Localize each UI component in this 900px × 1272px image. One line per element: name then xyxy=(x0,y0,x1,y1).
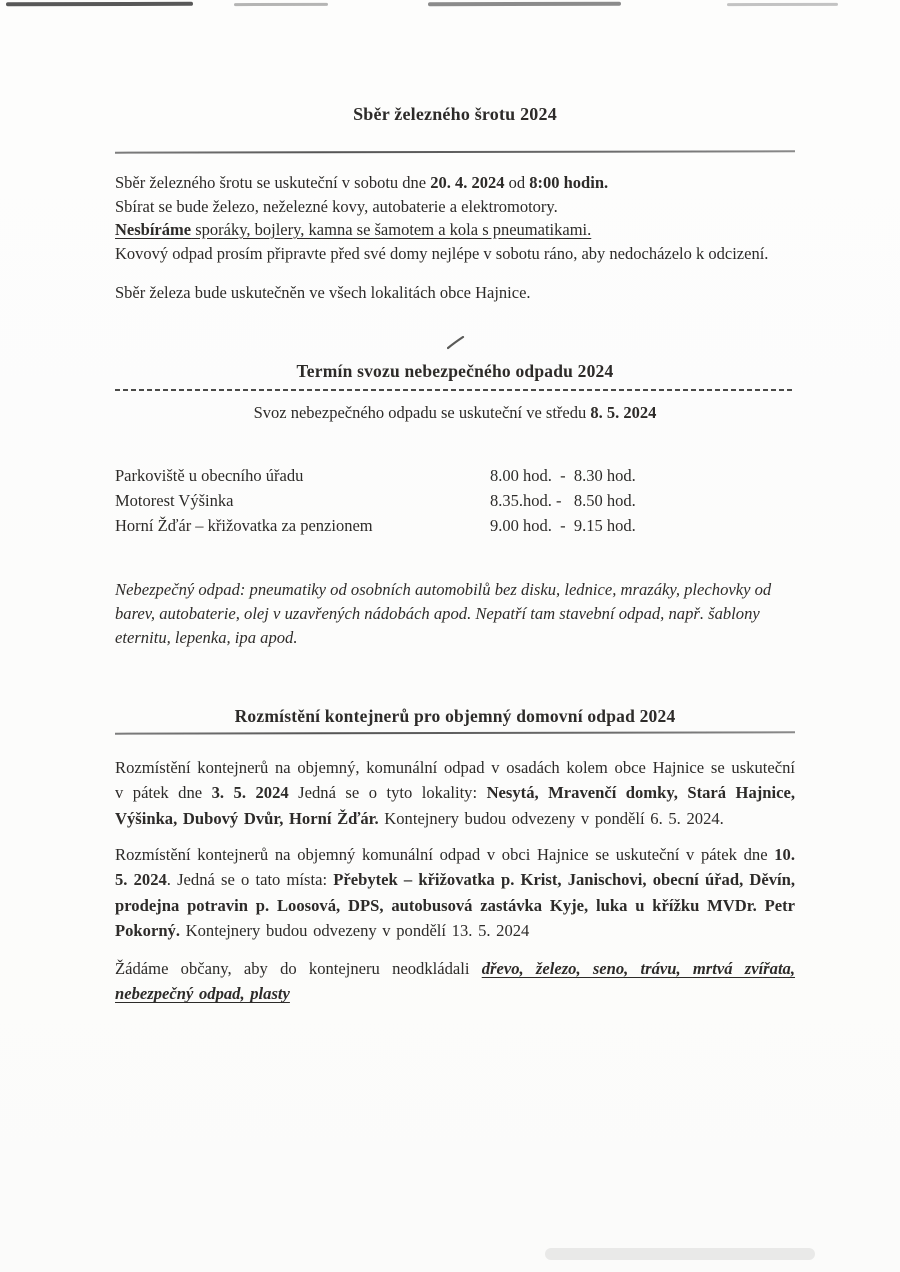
scan-artifact-strip xyxy=(234,3,328,6)
scrap-line4-text: Kovový odpad prosím připravte před své domy nejlépe v sobotu ráno, aby nedocházelo k odcizení. xyxy=(115,243,769,263)
hazard-definition-note: Nebezpečný odpad: pneumatiky od osobních automobilů bez disku, lednice, mrazáky, plechovky od barev, autobaterie, olej v uzavřených nádobách apod. Nepatří tam stavební odpad, např. šablony eternitu, lepenka, ipa apod. xyxy=(115,579,772,647)
containers-p1-date: 3. 5. 2024 xyxy=(211,783,289,803)
containers-p1-localities: Nesytá, Mravenčí domky, Stará Hajnice, Výšinka, Dubový Dvůr, Horní Žďár. xyxy=(115,783,796,828)
warning-text: Žádáme občany, aby do kontejneru neodkládali xyxy=(115,959,482,979)
schedule-time: 8.35.hod. - 8.50 hod. xyxy=(490,490,636,510)
scrap-localities-line: Sběr železa bude uskutečněn ve všech lokalitách obce Hajnice. xyxy=(115,283,531,302)
schedule-place: Motorest Výšinka xyxy=(115,490,234,510)
scrap-line3-rest: sporáky, bojlery, kamna se šamotem a kola s pneumatikami. xyxy=(191,220,592,239)
containers-p2-text: Rozmístění kontejnerů na objemný komunální odpad v obci Hajnice se uskuteční v pátek dne xyxy=(115,845,775,864)
containers-p1-mid: Jedná se o tyto lokality: xyxy=(288,783,487,803)
containers-warning-paragraph xyxy=(115,956,795,1007)
scan-artifact-strip xyxy=(428,2,621,6)
containers-p2-mid: . Jedná se o tato místa: xyxy=(166,870,334,890)
scrap-line3-underlined xyxy=(115,220,591,239)
containers-p1-end: Kontejnery budou odvezeny v pondělí 6. 5. 2024. xyxy=(378,808,724,828)
schedule-time: 8.00 hod. - 8.30 hod. xyxy=(490,465,636,485)
scrap-date: 20. 4. 2024 xyxy=(430,173,505,192)
scrap-line1-mid: od xyxy=(504,173,530,192)
containers-p2-places: Přebytek – křižovatka p. Krist, Janischovi, obecní úřad, Děvín, prodejna potravin p. Loosová, DPS, autobusová zastávka Kyje, luka u křížku MVDr. Petr Pokorný. xyxy=(115,870,795,940)
warning-forbidden-items: dřevo, železo, seno, trávu, mrtvá zvířata, nebezpečný odpad, plasty xyxy=(115,959,795,1004)
dashed-rule xyxy=(115,389,795,391)
containers-villages-paragraph xyxy=(115,755,795,831)
scrap-line1-text: Sběr železného šrotu se uskuteční v sobotu dne xyxy=(115,173,431,192)
hazard-intro-line xyxy=(115,403,795,423)
hazard-date: 8. 5. 2024 xyxy=(590,402,657,422)
scrap-not-collected-label: Nesbíráme xyxy=(115,220,192,239)
schedule-time: 9.00 hod. - 9.15 hod. xyxy=(490,515,636,535)
horizontal-rule xyxy=(115,731,795,734)
containers-p2-end: Kontejnery budou odvezeny v pondělí 13. 5. 2024 xyxy=(180,920,530,940)
scrap-collection-paragraph xyxy=(115,171,795,265)
schedule-place: Parkoviště u obecního úřadu xyxy=(115,465,304,485)
scan-artifact-strip xyxy=(6,2,193,6)
schedule-row xyxy=(115,488,795,513)
containers-p1-text: Rozmístění kontejnerů na objemný, komunální odpad v osadách kolem obce Hajnice se uskuteční v pátek dne xyxy=(115,758,795,803)
pen-mark xyxy=(447,336,465,350)
scan-smudge xyxy=(545,1248,815,1260)
scrap-time: 8:00 hodin. xyxy=(529,173,609,192)
horizontal-rule xyxy=(115,150,795,153)
hazard-intro-text: Svoz nebezpečného odpadu se uskuteční ve středu xyxy=(253,402,591,422)
scan-artifact-strip xyxy=(727,3,838,6)
schedule-row xyxy=(115,463,795,488)
schedule-row xyxy=(115,513,795,538)
scrap-line2-text: Sbírat se bude železo, neželezné kovy, autobaterie a elektromotory. xyxy=(115,196,558,216)
document-title: Sběr železného šrotu 2024 xyxy=(353,104,557,124)
hazard-section-heading: Termín svozu nebezpečného odpadu 2024 xyxy=(296,360,614,381)
hazard-schedule xyxy=(115,463,795,538)
schedule-place: Horní Žďár – křižovatka za penzionem xyxy=(115,515,373,535)
containers-p2-date: 10. 5. 2024 xyxy=(115,845,795,890)
containers-town-paragraph xyxy=(115,842,795,943)
containers-section-heading: Rozmístění kontejnerů pro objemný domovní odpad 2024 xyxy=(234,706,676,727)
